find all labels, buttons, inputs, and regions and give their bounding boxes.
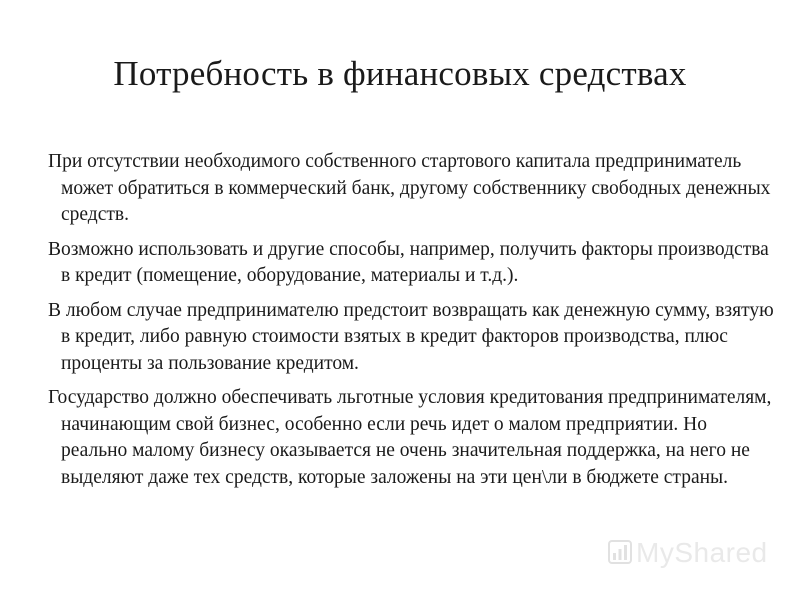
paragraph-3: В любом случае предпринимателю предстоит возвращать как денежную сумму, взятую в кредит, либо равную стоимости взятых в кредит факторов производства, плюс проценты за пользование кредитом. [48, 299, 774, 374]
watermark [608, 534, 768, 574]
watermark-text: MyShared [636, 537, 768, 568]
paragraph-4: Государство должно обеспечивать льготные условия кредитования предпринимателям, начинающим свой бизнес, особенно если речь идет о малом предприятии. Но реально малому бизнесу оказывается не очень значительная поддержка, на него не выделяют даже тех средств, которые заложены на эти цен\ли в бюджете страны. [48, 387, 772, 488]
paragraph-2: Возможно использовать и другие способы, например, получить факторы производства в кредит (помещение, оборудование, материалы и т.д.). [48, 238, 769, 286]
chart-logo-icon [608, 540, 632, 564]
slide-body [48, 149, 778, 499]
paragraph-1: При отсутствии необходимого собственного стартового капитала предприниматель может обратиться в коммерческий банк, другому собственнику свободных денежных средств. [48, 151, 771, 225]
slide-title: Потребность в финансовых средствах [113, 54, 687, 93]
